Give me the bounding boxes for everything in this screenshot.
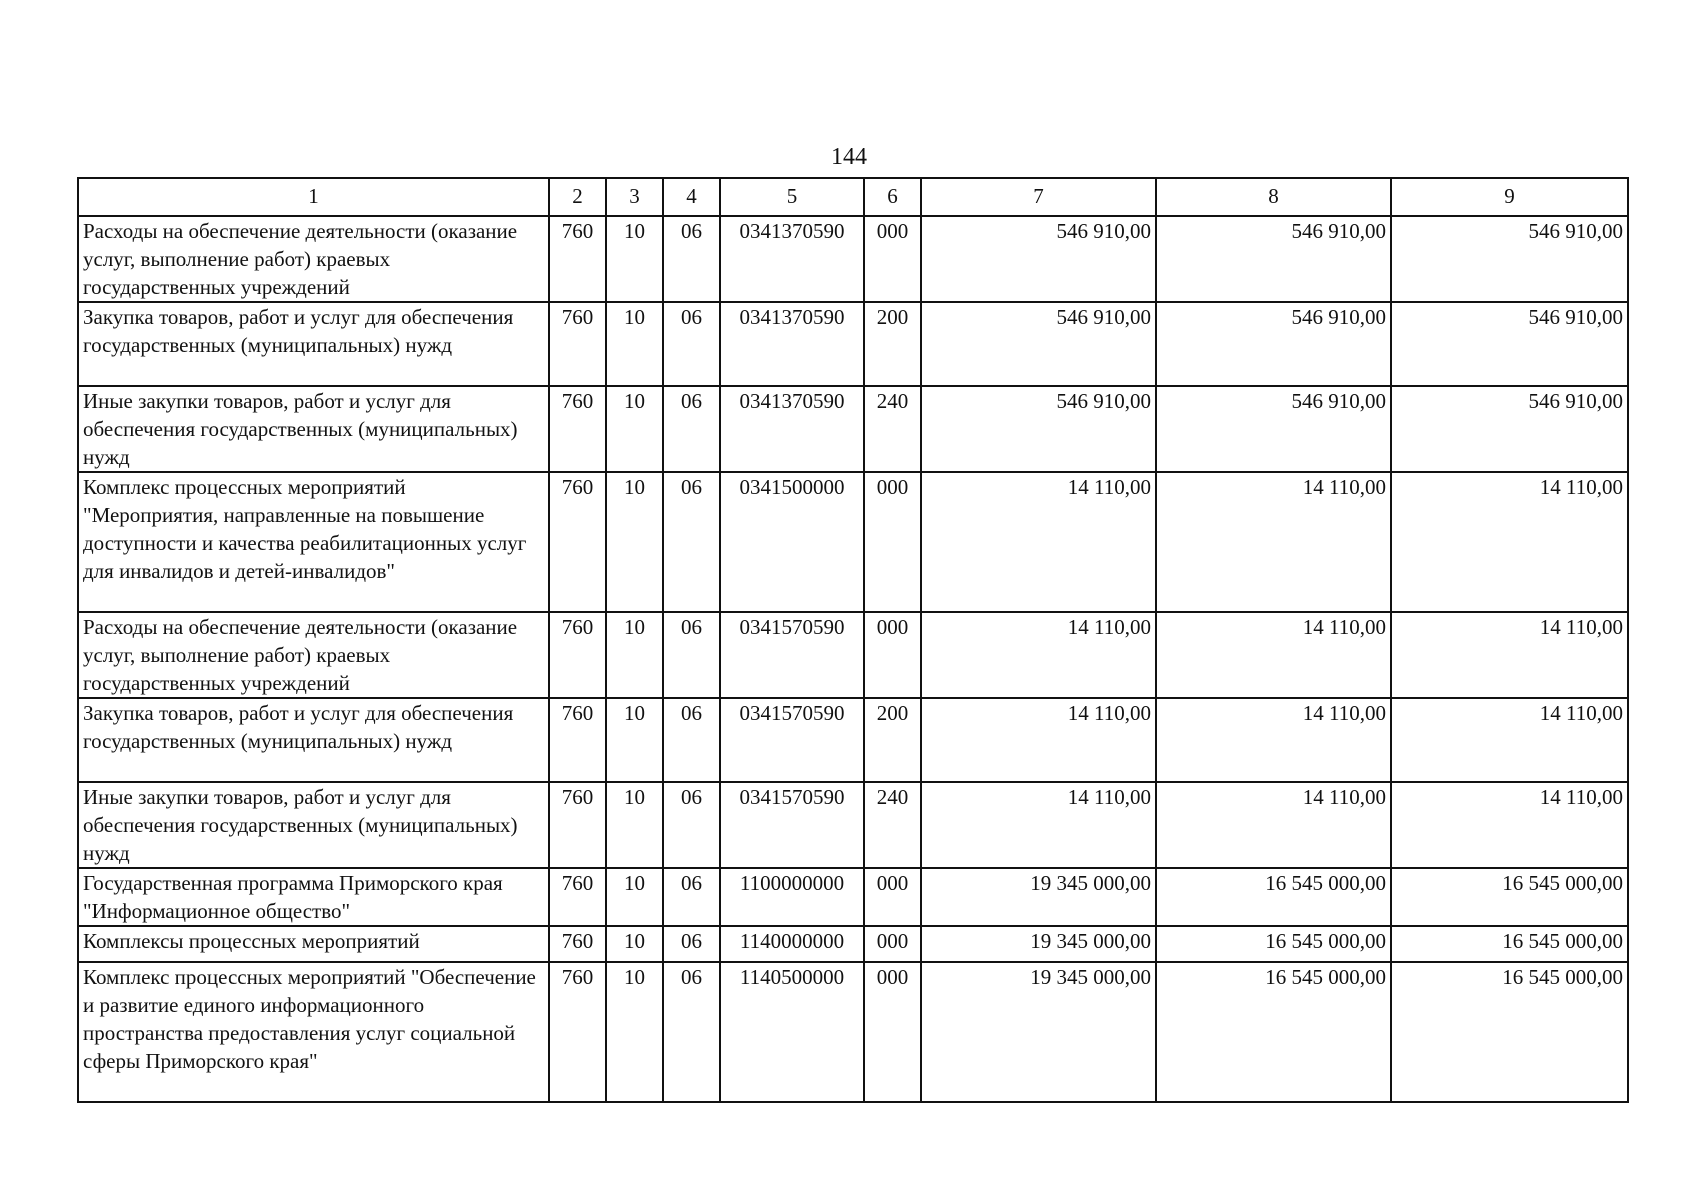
target-article-code: 0341570590 (720, 698, 864, 782)
amount-year-2: 546 910,00 (1156, 302, 1391, 386)
ministry-code: 760 (549, 472, 606, 612)
table-row (78, 472, 1628, 612)
amount-year-1: 546 910,00 (921, 302, 1156, 386)
section-code: 10 (606, 962, 663, 1102)
amount-year-3: 546 910,00 (1391, 302, 1628, 386)
expense-type-code: 000 (864, 926, 921, 962)
expense-type-code: 000 (864, 472, 921, 612)
column-header: 4 (663, 178, 720, 216)
amount-year-3: 16 545 000,00 (1391, 962, 1628, 1102)
ministry-code: 760 (549, 962, 606, 1102)
expense-type-code: 240 (864, 386, 921, 472)
ministry-code: 760 (549, 926, 606, 962)
table-row (78, 782, 1628, 868)
amount-year-2: 14 110,00 (1156, 782, 1391, 868)
amount-year-1: 546 910,00 (921, 386, 1156, 472)
column-header: 2 (549, 178, 606, 216)
row-item-name: Расходы на обеспечение деятельности (оказание услуг, выполнение работ) краевых государственных учреждений (78, 216, 549, 302)
table-row (78, 612, 1628, 698)
table-row (78, 302, 1628, 386)
amount-year-3: 14 110,00 (1391, 698, 1628, 782)
subsection-code: 06 (663, 302, 720, 386)
column-header: 5 (720, 178, 864, 216)
amount-year-1: 19 345 000,00 (921, 926, 1156, 962)
section-code: 10 (606, 698, 663, 782)
amount-year-1: 19 345 000,00 (921, 962, 1156, 1102)
ministry-code: 760 (549, 782, 606, 868)
amount-year-2: 16 545 000,00 (1156, 926, 1391, 962)
expense-type-code: 200 (864, 302, 921, 386)
row-item-name: Государственная программа Приморского края "Информационное общество" (78, 868, 549, 926)
column-header: 1 (78, 178, 549, 216)
subsection-code: 06 (663, 386, 720, 472)
amount-year-3: 14 110,00 (1391, 782, 1628, 868)
target-article-code: 0341370590 (720, 216, 864, 302)
target-article-code: 1140000000 (720, 926, 864, 962)
amount-year-1: 14 110,00 (921, 612, 1156, 698)
section-code: 10 (606, 612, 663, 698)
ministry-code: 760 (549, 216, 606, 302)
target-article-code: 0341370590 (720, 386, 864, 472)
ministry-code: 760 (549, 386, 606, 472)
amount-year-1: 14 110,00 (921, 472, 1156, 612)
row-item-name: Комплекс процессных мероприятий "Обеспечение и развитие единого информационного пространства предоставления услуг социальной сферы Приморского края" (78, 962, 549, 1102)
amount-year-1: 14 110,00 (921, 782, 1156, 868)
target-article-code: 1100000000 (720, 868, 864, 926)
amount-year-3: 546 910,00 (1391, 386, 1628, 472)
subsection-code: 06 (663, 868, 720, 926)
amount-year-3: 16 545 000,00 (1391, 926, 1628, 962)
row-item-name: Комплексы процессных мероприятий (78, 926, 549, 962)
column-header: 3 (606, 178, 663, 216)
section-code: 10 (606, 386, 663, 472)
amount-year-1: 14 110,00 (921, 698, 1156, 782)
page-number: 144 (831, 144, 867, 170)
amount-year-2: 546 910,00 (1156, 216, 1391, 302)
amount-year-3: 14 110,00 (1391, 472, 1628, 612)
amount-year-3: 546 910,00 (1391, 216, 1628, 302)
subsection-code: 06 (663, 926, 720, 962)
expense-type-code: 000 (864, 962, 921, 1102)
amount-year-2: 14 110,00 (1156, 612, 1391, 698)
ministry-code: 760 (549, 612, 606, 698)
ministry-code: 760 (549, 698, 606, 782)
section-code: 10 (606, 782, 663, 868)
row-item-name: Иные закупки товаров, работ и услуг для обеспечения государственных (муниципальных) нужд (78, 782, 549, 868)
amount-year-2: 546 910,00 (1156, 386, 1391, 472)
expense-type-code: 000 (864, 216, 921, 302)
section-code: 10 (606, 926, 663, 962)
table-body (78, 216, 1628, 1102)
expense-type-code: 000 (864, 868, 921, 926)
table-row (78, 698, 1628, 782)
table-row (78, 868, 1628, 926)
ministry-code: 760 (549, 868, 606, 926)
amount-year-1: 546 910,00 (921, 216, 1156, 302)
subsection-code: 06 (663, 962, 720, 1102)
budget-table (77, 177, 1629, 1103)
column-number-header-row (78, 178, 1628, 216)
expense-type-code: 240 (864, 782, 921, 868)
row-item-name: Иные закупки товаров, работ и услуг для обеспечения государственных (муниципальных) нужд (78, 386, 549, 472)
column-header: 7 (921, 178, 1156, 216)
subsection-code: 06 (663, 612, 720, 698)
amount-year-2: 16 545 000,00 (1156, 868, 1391, 926)
section-code: 10 (606, 216, 663, 302)
row-item-name: Расходы на обеспечение деятельности (оказание услуг, выполнение работ) краевых государственных учреждений (78, 612, 549, 698)
target-article-code: 0341570590 (720, 782, 864, 868)
subsection-code: 06 (663, 698, 720, 782)
expense-type-code: 200 (864, 698, 921, 782)
amount-year-1: 19 345 000,00 (921, 868, 1156, 926)
subsection-code: 06 (663, 216, 720, 302)
target-article-code: 0341370590 (720, 302, 864, 386)
table-row (78, 962, 1628, 1102)
amount-year-2: 14 110,00 (1156, 698, 1391, 782)
row-item-name: Закупка товаров, работ и услуг для обеспечения государственных (муниципальных) нужд (78, 302, 549, 386)
amount-year-2: 14 110,00 (1156, 472, 1391, 612)
row-item-name: Комплекс процессных мероприятий "Мероприятия, направленные на повышение доступности и качества реабилитационных услуг для инвалидов и детей-инвалидов" (78, 472, 549, 612)
amount-year-3: 14 110,00 (1391, 612, 1628, 698)
subsection-code: 06 (663, 472, 720, 612)
table-row (78, 926, 1628, 962)
table-row (78, 386, 1628, 472)
amount-year-2: 16 545 000,00 (1156, 962, 1391, 1102)
row-item-name: Закупка товаров, работ и услуг для обеспечения государственных (муниципальных) нужд (78, 698, 549, 782)
column-header: 9 (1391, 178, 1628, 216)
column-header: 8 (1156, 178, 1391, 216)
table-row (78, 216, 1628, 302)
target-article-code: 1140500000 (720, 962, 864, 1102)
column-header: 6 (864, 178, 921, 216)
amount-year-3: 16 545 000,00 (1391, 868, 1628, 926)
section-code: 10 (606, 868, 663, 926)
target-article-code: 0341500000 (720, 472, 864, 612)
target-article-code: 0341570590 (720, 612, 864, 698)
section-code: 10 (606, 472, 663, 612)
expense-type-code: 000 (864, 612, 921, 698)
ministry-code: 760 (549, 302, 606, 386)
section-code: 10 (606, 302, 663, 386)
subsection-code: 06 (663, 782, 720, 868)
